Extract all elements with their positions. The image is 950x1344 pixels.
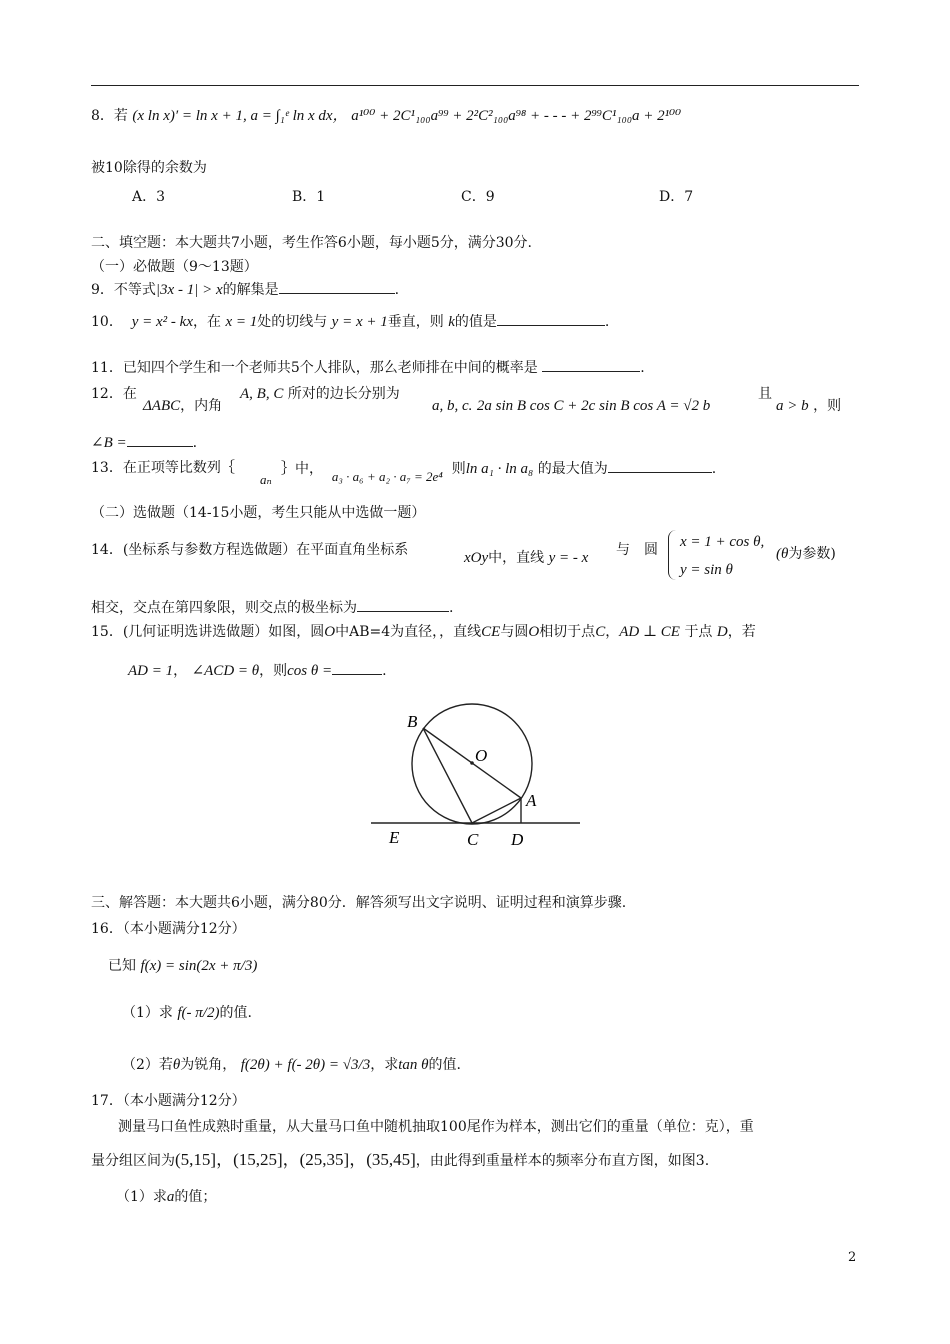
q14-line2 [91, 597, 453, 618]
q12-text-b: ，内角 [180, 398, 223, 414]
q16-part2-math-eq: f(2θ) + f(- 2θ) = √3/3 [240, 1057, 371, 1073]
section3-title: 三、解答题：本大题共6小题，满分80分．解答须写出文字说明、证明过程和演算步骤. [91, 895, 627, 911]
q14-text-d: 为参数) [788, 546, 836, 562]
label-D: D [511, 830, 524, 849]
q14-line1b [464, 548, 588, 568]
q15-math-perp: AD ⊥ CE [619, 624, 680, 640]
q14-math-line: y = - x [548, 550, 589, 566]
q15-math-angle: ∠ACD = θ [191, 663, 260, 679]
q9-text: 9．不等式 [91, 282, 156, 298]
q14-text-c: 与 圆 [616, 542, 658, 558]
q15-text-f: 于点 [684, 624, 713, 640]
q15-math-AD: AD = 1 [128, 663, 174, 679]
section2-title: 二、填空题：本大题共7小题，考生作答6小题，每小题5分，满分30分. [91, 235, 532, 251]
q14-line1c [616, 540, 658, 560]
q17-part1-text-b: 的值； [174, 1189, 217, 1205]
q16-part1-text-a: （1）求 [122, 1005, 173, 1021]
label-A: A [526, 791, 537, 810]
q16-given-text: 已知 [108, 958, 136, 974]
q12-math-sides: a, b, c. [432, 398, 473, 414]
q8-line2: 被10除得的余数为 [91, 160, 207, 176]
label-E: E [389, 828, 400, 847]
q8-line1 [91, 106, 681, 126]
q16-part2-text-c: ，求 [370, 1057, 399, 1073]
q9-math: |3x - 1| > x [155, 282, 223, 298]
q9-answer-blank[interactable] [279, 279, 395, 294]
q15-math-cos: cos θ = [287, 663, 333, 679]
q13-math-an: aₙ [260, 472, 272, 487]
q12-text-e: ，则 [813, 398, 842, 414]
q16-part2 [122, 1055, 461, 1075]
q17-math-intervals: (5,15]，(15,25]，(25,35]，(35,45] [175, 1150, 416, 1169]
q12-end: . [192, 435, 198, 451]
q16-math-f: f(x) = sin(2x + π/3) [140, 958, 258, 974]
q10-math-curve: y = x² - kx [131, 314, 193, 330]
q12-math-triangle: ΔABC [143, 398, 181, 414]
q12-line1d [432, 396, 710, 416]
label-O: O [475, 746, 488, 765]
q11-answer-blank[interactable] [542, 357, 640, 372]
q14-sys2 [680, 560, 733, 580]
q16-part2-math-tan: tan θ [398, 1057, 429, 1073]
q16-part2-text-b: 为锐角， [180, 1057, 237, 1073]
segment-BC [423, 728, 472, 823]
q12-number: 12．在 [91, 386, 137, 402]
header-rule [91, 85, 859, 86]
q10-text-d: 垂直，则 [387, 314, 444, 330]
q15-text-e: ， [605, 624, 620, 640]
q12-math-angleB: ∠B = [91, 435, 127, 451]
q11-line [91, 357, 645, 378]
q13-end: . [711, 461, 717, 477]
q14-text-b: 中，直线 [488, 550, 545, 566]
q13-line-b [281, 458, 717, 484]
q17-title: 17．（本小题满分12分） [91, 1093, 246, 1109]
q15-math-CE: CE [481, 624, 501, 640]
q10-line [91, 311, 609, 332]
q12-line2 [91, 432, 197, 453]
q12-math-condition: 2a sin B cos C + 2c sin B cos A = √2 b [476, 398, 711, 414]
q9-text2: 的解集是 [222, 282, 279, 298]
q8-option-d: D．7 [659, 189, 694, 205]
q15-text-a: 15．(几何证明选讲选做题）如图，圆 [91, 624, 325, 640]
q17-line2 [91, 1150, 709, 1171]
q13-line [91, 458, 235, 478]
q14-math-sys1: x = 1 + cos θ, [680, 534, 765, 550]
q16-part1-text-b: 的值. [219, 1005, 252, 1021]
label-B: B [407, 712, 418, 731]
q10-math-x: x = 1 [225, 314, 258, 330]
q13-text-c: 则 [451, 461, 466, 477]
q16-part2-math-theta: θ [172, 1057, 181, 1073]
q13-text-b: ｝中， [281, 461, 323, 477]
q13-math-eq: a₃ · a₆ + a₂ · a₇ = 2e⁴ [331, 469, 443, 484]
q15-math-O2: O [528, 624, 540, 640]
q15-line1 [91, 622, 756, 642]
section2-sub2: （二）选做题（14-15小题，考生只能从中选做一题） [91, 505, 426, 521]
q17-line1: 测量马口鱼性成熟时重量，从大量马口鱼中随机抽取100尾作为样本，测出它们的重量（单位：克），重 [118, 1119, 754, 1135]
q10-answer-blank[interactable] [497, 311, 605, 326]
q12-line1e [758, 384, 772, 404]
q16-title: 16．（本小题满分12分） [91, 921, 246, 937]
q10-math-k: k [448, 314, 455, 330]
q15-math-C: C [595, 624, 606, 640]
q12-line1 [91, 384, 137, 404]
q8-number: 8．若 [91, 108, 128, 124]
q14-math-theta: (θ [776, 546, 789, 562]
q15-text-h: ， [173, 663, 188, 679]
q12-text-c: 所对的边长分别为 [287, 386, 400, 402]
geometry-figure [360, 700, 590, 860]
q16-part2-text-d: 的值. [428, 1057, 461, 1073]
q13-text-a: 13．在正项等比数列｛ [91, 460, 235, 476]
q14-brace [668, 530, 679, 580]
q14-param [776, 544, 836, 564]
q12-line1f [776, 396, 841, 416]
q13-an [260, 470, 272, 490]
q10-end: . [604, 314, 610, 330]
q15-text-b: 中AB=4为直径，，直线 [335, 624, 482, 640]
q12-line1b [143, 396, 222, 416]
q12-text-d: 且 [758, 386, 772, 402]
q15-end: . [382, 663, 387, 679]
q14-text-line2: 相交，交点在第四象限，则交点的极坐标为 [91, 600, 357, 616]
center-point-O [470, 761, 474, 765]
q15-line2 [128, 660, 387, 681]
q12-answer-blank[interactable] [127, 432, 193, 447]
q10-math-line: y = x + 1 [331, 314, 388, 330]
q8-option-b: B．1 [292, 189, 326, 205]
q15-text-c: 与圆 [500, 624, 529, 640]
q17-part1 [116, 1187, 216, 1207]
q16-part2-text-a: （2）若 [122, 1057, 173, 1073]
q15-text-i: ，则 [259, 663, 288, 679]
q10-text-c: 处的切线与 [257, 314, 328, 330]
q16-part1-math: f(- π/2) [177, 1005, 220, 1021]
q17-part1-math-a: a [166, 1189, 175, 1205]
q14-answer-blank[interactable] [357, 597, 449, 612]
q13-math-ln: ln a₁ · ln a₈ [465, 461, 534, 477]
q13-text-d: 的最大值为 [537, 461, 608, 477]
label-C: C [467, 830, 479, 849]
q14-math-sys2: y = sin θ [680, 562, 733, 578]
page-number: 2 [848, 1250, 857, 1265]
q12-math-ineq: a > b [776, 398, 809, 414]
q15-math-O: O [324, 624, 336, 640]
q12-line1c [240, 384, 400, 404]
q10-number: 10． [91, 314, 123, 330]
q9-line [91, 279, 399, 300]
q16-given [108, 956, 257, 976]
q14-text-a: 14．(坐标系与参数方程选做题）在平面直角坐标系 [91, 542, 409, 558]
q11-text: 11．已知四个学生和一个老师共5个人排队，那么老师排在中间的概率是 [91, 360, 538, 376]
q8-option-c: C．9 [461, 189, 495, 205]
q9-end: . [394, 282, 400, 298]
q15-text-d: 相切于点 [539, 624, 596, 640]
q16-part1 [122, 1003, 252, 1023]
q17-text-b: ，由此得到重量样本的频率分布直方图，如图3. [415, 1153, 710, 1169]
q15-answer-blank[interactable] [332, 660, 382, 675]
section2-sub1: （一）必做题（9～13题） [91, 259, 258, 275]
q12-math-angles: A, B, C [240, 386, 284, 402]
q14-line1 [91, 540, 408, 560]
q17-part1-text-a: （1）求 [116, 1189, 167, 1205]
q8-math: (x ln x)′ = ln x + 1, a = ∫₁ᵉ ln x dx， a¹⁰⁰ + 2C¹₁₀₀a⁹⁹ + 2²C²₁₀₀a⁹⁸ + - - - + 2⁹⁹C¹₁₀₀a + 2¹⁰⁰ [132, 108, 682, 124]
q8-option-a: A．3 [132, 189, 166, 205]
q14-math-xoy: xOy [464, 550, 489, 566]
q11-end: . [640, 360, 645, 376]
q10-text-e: 的值是 [454, 314, 497, 330]
q14-sys1 [680, 532, 764, 552]
q10-text-b: ，在 [192, 314, 221, 330]
q15-text-g: ，若 [727, 624, 756, 640]
q13-answer-blank[interactable] [608, 458, 712, 473]
q17-text-a: 量分组区间为 [91, 1153, 175, 1169]
q14-end: . [449, 600, 454, 616]
q15-math-D: D [716, 624, 728, 640]
